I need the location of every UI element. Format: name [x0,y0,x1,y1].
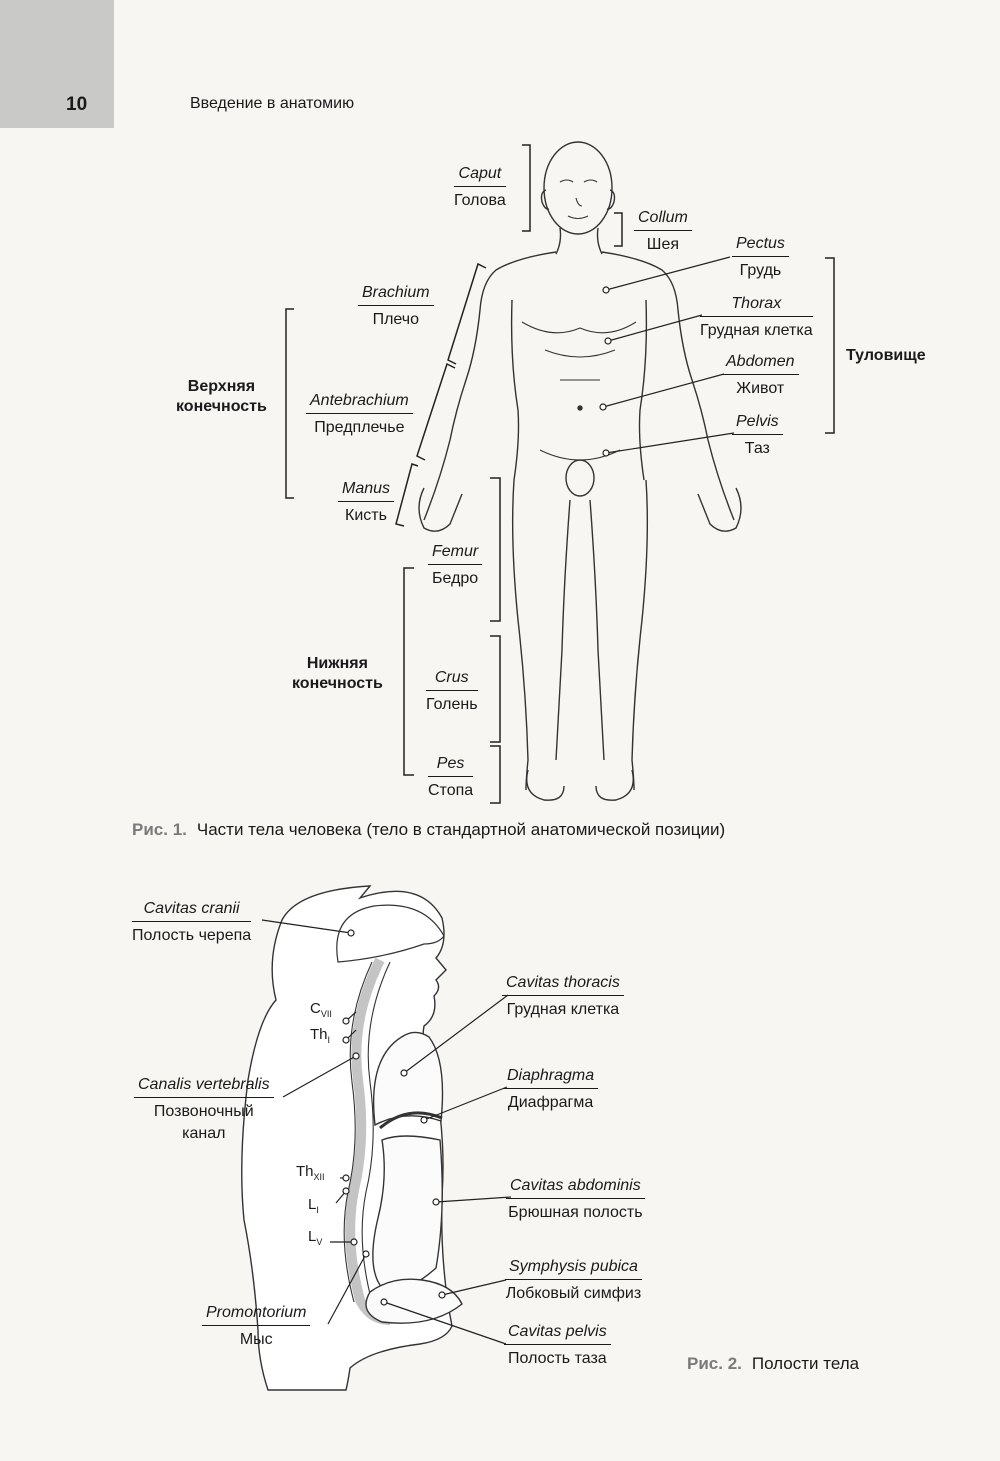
label-collum-russian: Шея [646,236,680,253]
group-upper-limb-line2: конечность [176,398,267,415]
label-canalis-vertebralis-latin: Canalis vertebralis [134,1077,274,1098]
label-thorax-russian: Грудная клетка [700,322,813,339]
label-diaphragma [503,1068,598,1111]
label-promontorium-russian: Мыс [239,1331,273,1348]
label-brachium-latin: Brachium [358,285,434,306]
label-cavitas-abdominis-russian: Брюшная полость [508,1204,643,1221]
label-pectus-latin: Pectus [732,236,789,257]
label-promontorium-latin: Promontorium [202,1305,310,1326]
figure1-caption-text: Части тела человека (тело в стандартной анатомической позиции) [196,820,726,839]
vertebra-label-c7 [310,1000,332,1019]
label-diaphragma-russian: Диафрагма [507,1094,594,1111]
vertebra-c7-base: C [310,1000,321,1017]
label-canalis-vertebralis-russian-2: канал [182,1125,226,1142]
label-symphysis-pubica-russian: Лобковый симфиз [505,1285,642,1302]
label-pelvis-russian: Таз [744,440,770,457]
label-cavitas-pelvis-russian: Полость таза [508,1350,607,1367]
label-cavitas-thoracis-russian: Грудная клетка [506,1001,620,1018]
vertebra-label-l1 [308,1196,319,1215]
vertebra-th1-base: Th [310,1026,328,1043]
label-crus-latin: Crus [426,670,478,691]
label-femur-latin: Femur [428,544,482,565]
label-brachium-russian: Плечо [372,311,419,328]
vertebra-label-th12 [296,1163,325,1182]
label-cavitas-thoracis [502,975,624,1018]
figure2-caption-text: Полости тела [751,1354,860,1373]
vertebra-th1-sub: I [327,1035,331,1045]
label-promontorium [202,1305,310,1348]
label-symphysis-pubica-latin: Symphysis pubica [505,1259,642,1280]
label-pes-russian: Стопа [428,782,474,799]
label-cavitas-pelvis-latin: Cavitas pelvis [504,1324,611,1345]
vertebra-l5-base: L [308,1228,317,1245]
label-canalis-vertebralis [134,1077,274,1142]
label-cavitas-cranii-latin: Cavitas cranii [132,901,251,922]
label-crus-russian: Голень [426,696,478,713]
figure2-caption [687,1354,859,1374]
group-upper-limb-line1: Верхняя [187,378,256,395]
figure2-caption-prefix: Рис. 2. [687,1354,742,1373]
label-manus-russian: Кисть [345,507,387,524]
label-cavitas-cranii-russian: Полость черепа [132,927,252,944]
label-cavitas-thoracis-latin: Cavitas thoracis [502,975,624,996]
label-cavitas-abdominis-latin: Cavitas abdominis [506,1178,645,1199]
page-number: 10 [66,94,88,115]
label-thorax-latin: Thorax [700,296,813,317]
label-femur-russian: Бедро [432,570,479,587]
label-cavitas-pelvis [504,1324,611,1367]
label-abdomen-russian: Живот [736,380,785,397]
label-antebrachium-latin: Antebrachium [306,393,413,414]
label-cavitas-abdominis [506,1178,645,1221]
label-caput-latin: Caput [454,166,506,187]
label-pelvis-latin: Pelvis [732,414,783,435]
vertebra-th12-base: Th [296,1163,314,1180]
label-canalis-vertebralis-russian-1: Позвоночный [153,1103,254,1120]
label-caput-russian: Голова [454,192,506,209]
label-symphysis-pubica [505,1259,642,1302]
label-pectus-russian: Грудь [739,262,782,279]
label-collum-latin: Collum [634,210,692,231]
vertebra-l1-sub: I [316,1205,319,1215]
label-manus-latin: Manus [338,481,394,502]
label-antebrachium-russian: Предплечье [314,419,405,436]
label-cavitas-cranii [132,901,251,944]
vertebra-th12-sub: XII [313,1172,325,1182]
running-title: Введение в анатомию [190,95,355,112]
figure1-caption-prefix: Рис. 1. [132,820,187,839]
group-lower-limb-line2: конечность [292,675,383,692]
group-torso: Туловище [846,347,926,364]
vertebra-l5-sub: V [316,1237,323,1247]
label-diaphragma-latin: Diaphragma [503,1068,598,1089]
group-lower-limb-line1: Нижняя [306,655,368,672]
vertebra-l1-base: L [308,1196,317,1213]
label-pes-latin: Pes [428,756,473,777]
vertebra-c7-sub: VII [320,1009,332,1019]
label-abdomen-latin: Abdomen [722,354,799,375]
vertebra-label-l5 [308,1228,322,1247]
vertebra-label-th1 [310,1026,330,1045]
